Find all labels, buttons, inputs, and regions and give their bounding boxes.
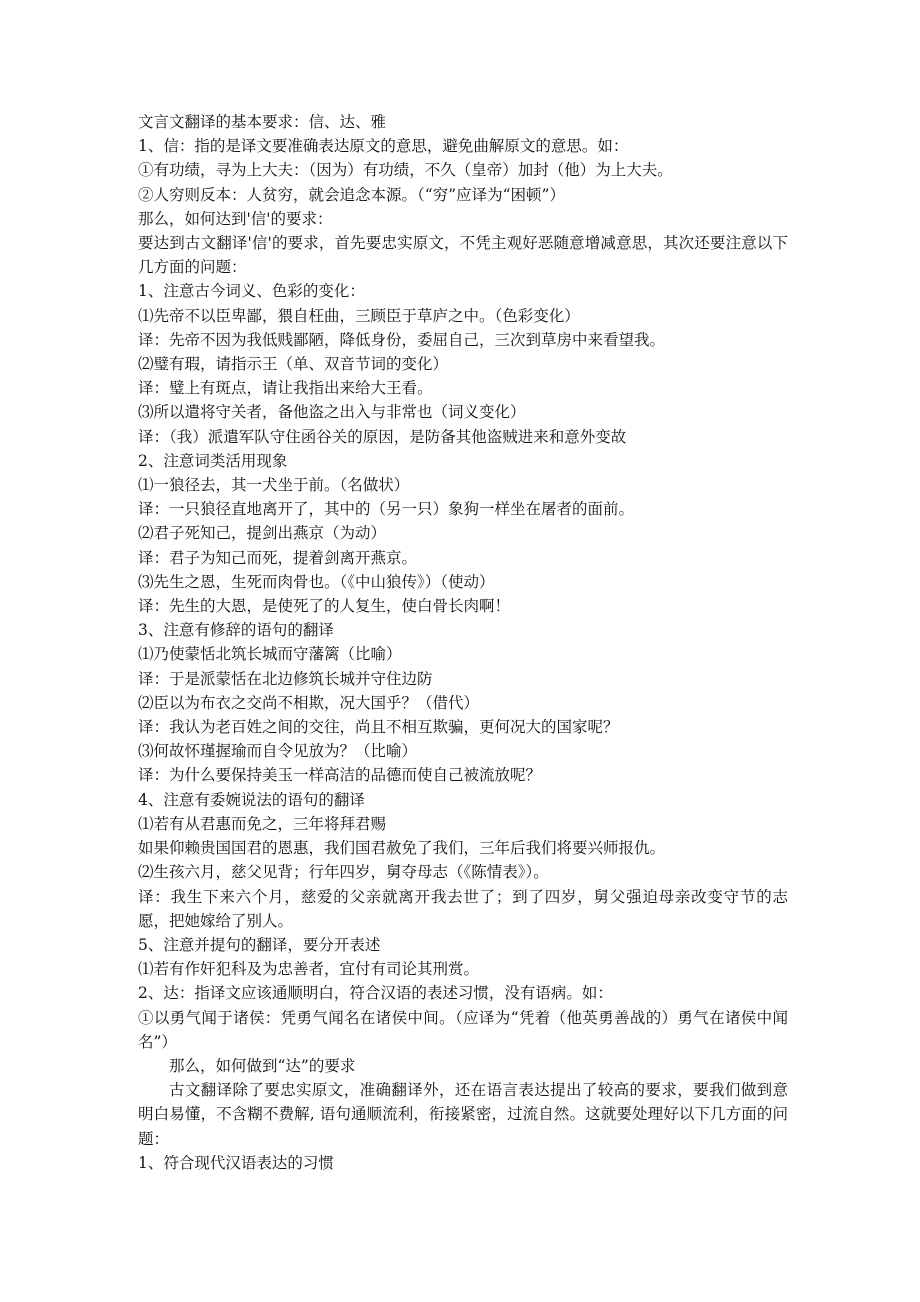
example-line: ⑵璧有瑕，请指示王（单、双音节词的变化） [138,355,449,374]
translation-line: 译：我生下来六个月，慈爱的父亲就离开我去世了；到了四岁，舅父强迫母亲改变守节的志愿，把她嫁给了别人。 [138,887,788,930]
example-line: ⑶何故怀瑾握瑜而自令见放为？（比喻） [138,742,418,761]
example-line: ⑴若有作奸犯科及为忠善者，宜付有司论其刑赏。 [138,960,480,979]
example-line: ①有功绩，寻为上大夫：（因为）有功绩，不久（皇帝）加封（他）为上大夫。 [138,161,673,180]
subsection-heading: 4、注意有委婉说法的语句的翻译 [138,790,365,809]
translation-line: 译：一只狼径直地离开了，其中的（另一只）象狗一样坐在屠者的面前。 [138,500,635,519]
example-line: ⑵生孩六月，慈父见背；行年四岁，舅夺母志（《陈情表》）。 [138,863,549,882]
subsection-heading: 5、注意并提句的翻译，要分开表述 [138,935,381,954]
subsection-heading: 2、注意词类活用现象 [138,451,288,470]
example-line: ⑵君子死知己，提剑出燕京（为动） [138,524,387,543]
example-line: ⑴一狼径去，其一犬坐于前。（名做状） [138,476,410,495]
subsection-heading: 1、注意古今词义、色彩的变化： [138,282,365,301]
subsection-heading: 1、符合现代汉语表达的习惯 [138,1153,334,1172]
section-heading: 2、达：指译文应该通顺明白，符合汉语的表述习惯，没有语病。如： [138,984,613,1003]
text-line: 那么，如何达到'信'的要求： [138,209,333,228]
translation-line: 如果仰赖贵国国君的恩惠，我们国君赦免了我们，三年后我们将要兴师报仇。 [138,839,666,858]
translation-line: 译：为什么要保持美玉一样高洁的品德而使自己被流放呢？ [138,766,542,785]
text-line: 那么，如何做到“达”的要求 [169,1056,356,1075]
example-line: ⑴若有从君惠而免之，三年将拜君赐 [138,814,387,833]
example-line: ②人穷则反本：人贫穷，就会追念本源。（“穷”应译为“困顿”） [138,185,565,204]
translation-line: 译：先生的大恩，是使死了的人复生，使白骨长肉啊！ [138,597,511,616]
section-heading: 1、信：指的是译文要准确表达原文的意思，避免曲解原文的意思。如： [138,137,629,156]
translation-line: 译：我认为老百姓之间的交往，尚且不相互欺骗，更何况大的国家呢？ [138,718,619,737]
paragraph: 要达到古文翻译'信'的要求，首先要忠实原文，不凭主观好恶随意增减意思，其次还要注意以下几方面的问题： [138,234,788,277]
example-line: ⑶先生之恩，生死而肉骨也。（《中山狼传》）（使动） [138,572,495,591]
translation-line: 译：璧上有斑点，请让我指出来给大王看。 [138,379,433,398]
example-line: ⑴乃使蒙恬北筑长城而守藩篱（比喻） [138,645,402,664]
translation-line: 译：（我）派遣军队守住函谷关的原因，是防备其他盗贼进来和意外变故 [138,427,627,446]
example-line: ⑵臣以为布衣之交尚不相欺，况大国乎？（借代） [138,693,480,712]
translation-line: 译：于是派蒙恬在北边修筑长城并守住边防 [138,669,433,688]
translation-line: 译：君子为知己而死，提着剑离开燕京。 [138,548,418,567]
paragraph: 古文翻译除了要忠实原文，准确翻译外，还在语言表达提出了较高的要求，要我们做到意明白易懂，不含糊不费解, 语句通顺流利，衔接紧密，过流自然。这就要处理好以下几方面的问题： [138,1081,788,1148]
example-line: ①以勇气闻于诸侯：凭勇气闻名在诸侯中间。（应译为“凭着（他英勇善战的）勇气在诸侯中闻名”） [138,1008,788,1051]
document-body [138,110,788,1175]
subsection-heading: 3、注意有修辞的语句的翻译 [138,621,334,640]
translation-line: 译：先帝不因为我低贱鄙陋，降低身份，委屈自己，三次到草房中来看望我。 [138,330,666,349]
example-line: ⑴先帝不以臣卑鄙，猥自枉曲，三顾臣于草庐之中。（色彩变化） [138,306,580,325]
example-line: ⑶所以遣将守关者，备他盗之出入与非常也（词义变化） [138,403,526,422]
document-title: 文言文翻译的基本要求：信、达、雅 [138,113,387,131]
